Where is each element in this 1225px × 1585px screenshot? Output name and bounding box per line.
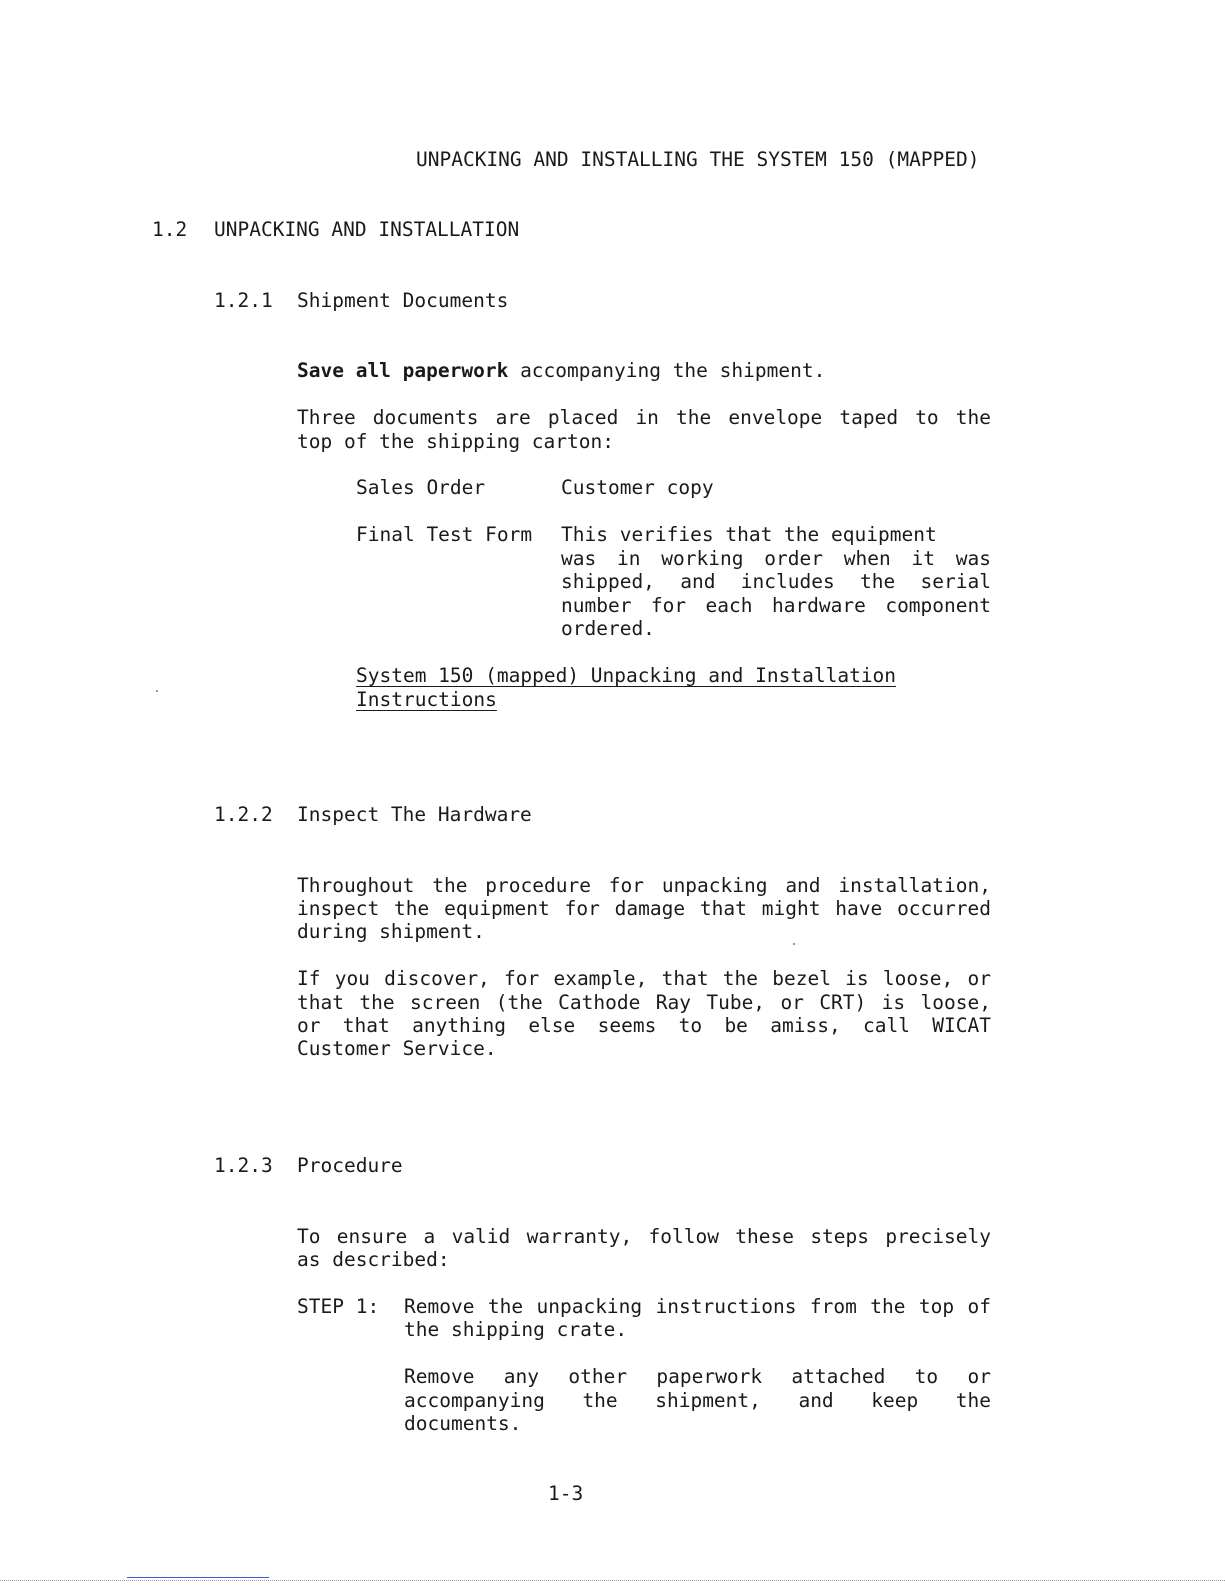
subsection-number: 1.2.3 <box>214 1154 273 1177</box>
step-label: STEP 1: <box>297 1295 380 1318</box>
procedure-intro-line: To ensure a valid warranty, follow these steps precisely <box>297 1225 991 1248</box>
subsection-title: Inspect The Hardware <box>297 803 532 826</box>
step-text-line: the shipping crate. <box>404 1318 628 1341</box>
step-text2-line: documents. <box>404 1412 522 1435</box>
item-desc-final-test-form-line: was in working order when it was <box>561 547 991 570</box>
step-text2-line: Remove any other paperwork attached to or <box>404 1365 991 1388</box>
damage-para-line: Customer Service. <box>297 1037 497 1060</box>
inspect-para-line: Throughout the procedure for unpacking and installation, <box>297 874 991 897</box>
item-desc-sales-order: Customer copy <box>561 476 714 499</box>
item-term-sales-order: Sales Order <box>356 476 486 499</box>
item-term-final-test-form: Final Test Form <box>356 523 533 546</box>
scan-edge-line <box>0 1580 1225 1582</box>
damage-para-line: that the screen (the Cathode Ray Tube, or CRT) is loose, <box>297 991 991 1014</box>
manual-title-line-1: System 150 (mapped) Unpacking and Installation <box>356 664 897 687</box>
step-text2-line: accompanying the shipment, and keep the <box>404 1389 991 1412</box>
running-header: UNPACKING AND INSTALLING THE SYSTEM 150 (MAPPED) <box>416 148 980 171</box>
subsection-title: Shipment Documents <box>297 289 509 312</box>
save-paperwork-emphasis: Save all paperwork <box>297 359 509 382</box>
inspect-para-line: during shipment. <box>297 920 485 943</box>
intro-line-1: Three documents are placed in the envelope taped to the <box>297 406 991 429</box>
save-paperwork-rest: accompanying the shipment. <box>508 359 826 382</box>
subsection-number: 1.2.2 <box>214 803 273 826</box>
step-text-line: Remove the unpacking instructions from the top of <box>404 1295 991 1318</box>
intro-line-2: top of the shipping carton: <box>297 430 614 453</box>
damage-para-line: If you discover, for example, that the bezel is loose, or <box>297 967 991 990</box>
item-desc-final-test-form-line: shipped, and includes the serial <box>561 570 991 593</box>
scan-edge-mark <box>127 1577 269 1578</box>
procedure-intro-line: as described: <box>297 1248 450 1271</box>
scan-speck <box>156 690 158 692</box>
section-title: UNPACKING AND INSTALLATION <box>214 218 520 241</box>
manual-title-line-2: Instructions <box>356 688 497 711</box>
scan-speck <box>793 943 795 945</box>
item-desc-final-test-form-line: This verifies that the equipment <box>561 523 937 546</box>
item-desc-final-test-form-line: ordered. <box>561 617 655 640</box>
page-number: 1-3 <box>548 1482 584 1505</box>
item-desc-final-test-form-line: number for each hardware component <box>561 594 991 617</box>
inspect-para-line: inspect the equipment for damage that might have occurred <box>297 897 991 920</box>
damage-para-line: or that anything else seems to be amiss, call WICAT <box>297 1014 991 1037</box>
subsection-title: Procedure <box>297 1154 403 1177</box>
save-paperwork-line <box>297 359 825 383</box>
subsection-number: 1.2.1 <box>214 289 273 312</box>
section-number: 1.2 <box>152 218 188 241</box>
